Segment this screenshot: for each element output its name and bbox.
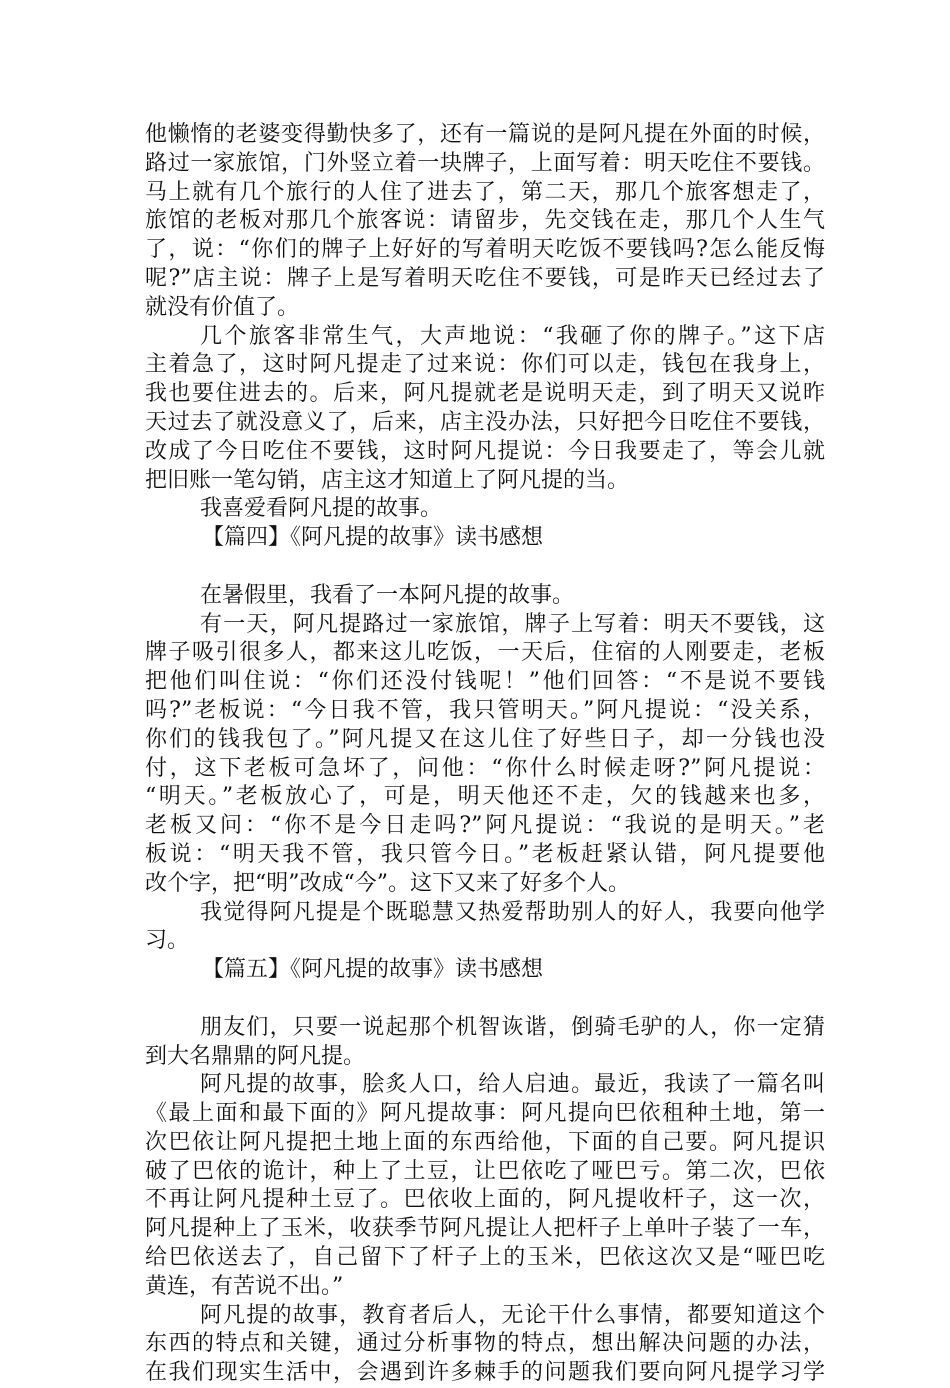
paragraph: [145, 121, 825, 323]
blank-line: [145, 553, 825, 582]
text-line: 《最上面和最下面的》阿凡提故事：阿凡提向巴依租种土地，第一: [145, 1101, 825, 1127]
text-line: 了，说：“你们的牌子上好好的写着明天吃饭不要钱吗?怎么能反悔: [145, 237, 825, 263]
text-line: “明天。”老板放心了，可是，明天他还不走，欠的钱越来也多，: [145, 784, 825, 810]
text-line: 习。: [145, 928, 190, 954]
text-line: 有一天，阿凡提路过一家旅馆，牌子上写着：明天不要钱，这: [200, 611, 825, 637]
section-heading: 【篇四】《阿凡提的故事》读书感想: [202, 525, 544, 551]
paragraph: [145, 611, 825, 899]
text-line: 阿凡提的故事，脍炙人口，给人启迪。最近，我读了一篇名叫: [200, 1072, 825, 1098]
text-line: 不再让阿凡提种土豆了。巴依收上面的，阿凡提收杆子，这一次，: [145, 1187, 825, 1213]
text-line: 付，这下老板可急坏了，问他：“你什么时候走呀?”阿凡提说：: [145, 755, 825, 781]
text-line: 几个旅客非常生气，大声地说：“我砸了你的牌子。”这下店: [200, 323, 825, 349]
text-line: 给巴依送去了，自己留下了杆子上的玉米，巴依这次又是“哑巴吃: [145, 1245, 825, 1271]
paragraph: [145, 1302, 825, 1388]
text-line: 阿凡提种上了玉米，收获季节阿凡提让人把杆子上单叶子装了一车，: [145, 1216, 825, 1242]
text-line: 在暑假里，我看了一本阿凡提的故事。: [200, 582, 575, 608]
text-line: 破了巴依的诡计，种上了土豆，让巴依吃了哑巴亏。第二次，巴依: [145, 1158, 825, 1184]
paragraph: [145, 899, 825, 957]
text-line: 老板又问：“你不是今日走吗?”阿凡提说：“我说的是明天。”老: [145, 813, 825, 839]
text-line: 我喜爱看阿凡提的故事。: [200, 496, 443, 522]
section-heading: 【篇五】《阿凡提的故事》读书感想: [202, 957, 544, 983]
text-line: 黄连，有苦说不出。”: [145, 1273, 344, 1299]
paragraph: [145, 582, 825, 611]
document-page: [145, 121, 825, 1388]
text-line: 他懒惰的老婆变得勤快多了，还有一篇说的是阿凡提在外面的时候，: [145, 122, 825, 147]
paragraph: [145, 1014, 825, 1072]
text-line: 改成了今日吃住不要钱，这时阿凡提说：今日我要走了，等会儿就: [145, 438, 825, 464]
text-line: 我也要住进去的。后来，阿凡提就老是说明天走，到了明天又说昨: [145, 381, 825, 407]
text-line: 在我们现实生活中，会遇到许多棘手的问题我们要向阿凡提学习学: [145, 1360, 825, 1386]
text-line: 就没有价值了。: [145, 294, 300, 320]
text-line: 朋友们，只要一说起那个机智诙谐，倒骑毛驴的人，你一定猜: [200, 1014, 825, 1040]
text-line: 呢?”店主说：牌子上是写着明天吃住不要钱，可是昨天已经过去了: [145, 265, 825, 291]
text-line: 旅馆的老板对那几个旅客说：请留步，先交钱在走，那几个人生气: [145, 208, 825, 234]
blank-line: [145, 985, 825, 1014]
text-line: 主着急了，这时阿凡提走了过来说：你们可以走，钱包在我身上，: [145, 352, 825, 378]
text-line: 路过一家旅馆，门外竖立着一块牌子，上面写着：明天吃住不要钱。: [145, 150, 825, 176]
text-line: 把他们叫住说：“你们还没付钱呢！”他们回答：“不是说不要钱: [145, 669, 825, 695]
text-line: 吗?”老板说：“今日我不管，我只管明天。”阿凡提说：“没关系，: [145, 697, 825, 723]
paragraph: [145, 323, 825, 496]
text-line: 到大名鼎鼎的阿凡提。: [145, 1043, 366, 1069]
text-line: 次巴依让阿凡提把土地上面的东西给他，下面的自己要。阿凡提识: [145, 1129, 825, 1155]
text-line: 把旧账一笔勾销，店主这才知道上了阿凡提的当。: [145, 467, 630, 493]
text-line: 我觉得阿凡提是个既聪慧又热爱帮助别人的好人，我要向他学: [200, 899, 825, 925]
text-line: 马上就有几个旅行的人住了进去了，第二天，那几个旅客想走了，: [145, 179, 825, 205]
text-line: 你们的钱我包了。”阿凡提又在这儿住了好些日子，却一分钱也没: [145, 726, 825, 752]
paragraph: [145, 495, 825, 524]
text-line: 板说：“明天我不管，我只管今日。”老板赶紧认错，阿凡提要他: [145, 841, 825, 867]
text-line: 改个字，把“明”改成“今”。这下又来了好多个人。: [145, 870, 630, 896]
text-line: 牌子吸引很多人，都来这儿吃饭，一天后，住宿的人刚要走，老板: [145, 640, 825, 666]
text-line: 阿凡提的故事，教育者后人，无论干什么事情，都要知道这个: [200, 1302, 825, 1328]
paragraph: [145, 1071, 825, 1301]
text-line: 天过去了就没意义了，后来，店主没办法，只好把今日吃住不要钱，: [145, 409, 825, 435]
text-line: 东西的特点和关键，通过分析事物的特点，想出解决问题的办法，: [145, 1331, 825, 1357]
